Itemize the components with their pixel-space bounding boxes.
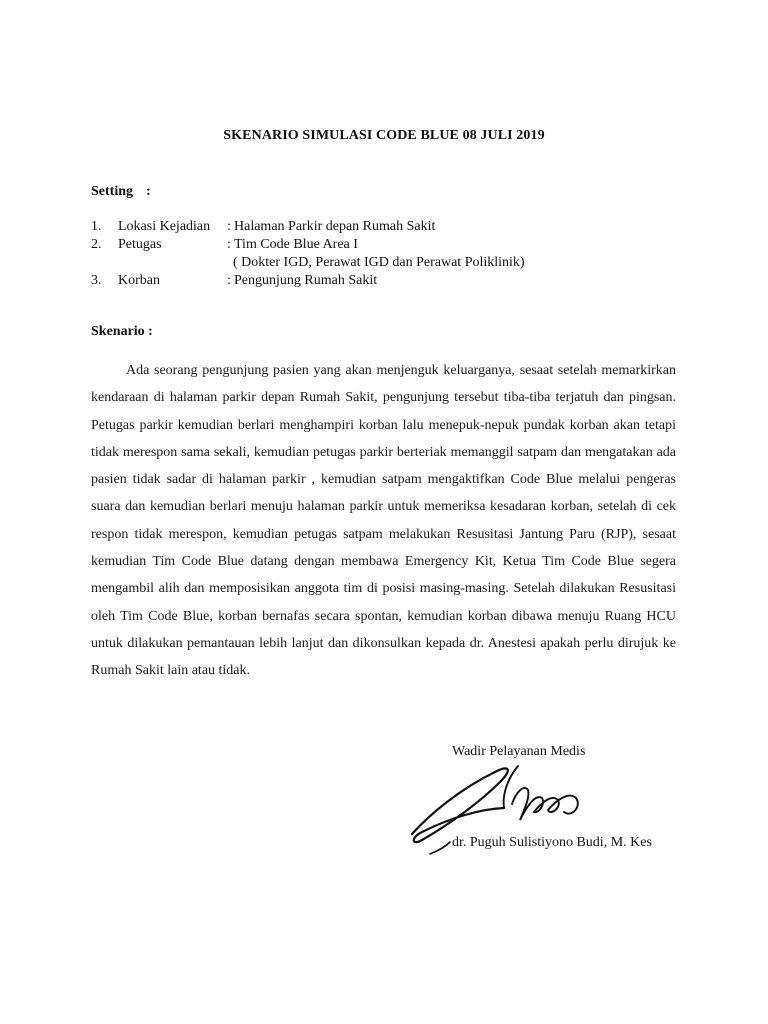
setting-item-separator: :: [227, 273, 231, 288]
setting-item-value: Halaman Parkir depan Rumah Sakit: [234, 219, 436, 234]
setting-item-number: 2.: [91, 237, 102, 252]
setting-item-label: Korban: [118, 273, 160, 288]
setting-heading-label: Setting: [91, 184, 133, 199]
signatory-name: dr. Puguh Sulistiyono Budi, M. Kes: [452, 835, 652, 850]
setting-item-label: Petugas: [118, 237, 162, 252]
setting-item-separator: :: [227, 219, 231, 234]
setting-item-number: 3.: [91, 273, 102, 288]
setting-item-separator: :: [227, 237, 231, 252]
signatory-position: Wadir Pelayanan Medis: [452, 744, 586, 759]
setting-item-value: Pengunjung Rumah Sakit: [234, 273, 378, 288]
setting-heading-colon: :: [146, 184, 151, 199]
setting-heading: [91, 184, 151, 200]
setting-item-number: 1.: [91, 219, 102, 234]
scenario-paragraph: Ada seorang pengunjung pasien yang akan menjenguk keluarganya, sesaat setelah memarkirkan kendaraan di halaman parkir depan Rumah Sakit, pengunjung tersebut tiba-tiba terjatuh dan pingsan. Petugas parkir kemudian berlari menghampiri korban lalu menepuk-nepuk pundak korban akan tetapi tidak merespon sama sekali, kemudian petugas parkir berteriak memanggil satpam dan mengatakan ada pasien tidak sadar di halaman parkir , kemudian satpam mengaktifkan Code Blue melalui pengeras suara dan kemudian berlari menuju halaman parkir untuk memeriksa kesadaran korban, setelah di cek respon tidak merespon, kemudian petugas satpam melakukan Resusitasi Jantung Paru (RJP), sesaat kemudian Tim Code Blue datang dengan membawa Emergency Kit, Ketua Tim Code Blue segera mengambil alih dan memposisikan anggota tim di posisi masing-masing. Setelah dilakukan Resusitasi oleh Tim Code Blue, korban bernafas secara spontan, kemudian korban dibawa menuju Ruang HCU untuk dilakukan pemantauan lebih lanjut dan dikonsulkan kepada dr. Anestesi apakah perlu dirujuk ke Rumah Sakit lain atau tidak.: [91, 363, 676, 679]
setting-item-label: Lokasi Kejadian: [118, 219, 211, 234]
setting-item-continuation: ( Dokter IGD, Perawat IGD dan Perawat Poliklinik): [233, 255, 525, 270]
setting-item-value: Tim Code Blue Area I: [234, 237, 358, 252]
scenario-heading: Skenario :: [91, 324, 153, 339]
document-title: SKENARIO SIMULASI CODE BLUE 08 JULI 2019: [223, 128, 545, 143]
